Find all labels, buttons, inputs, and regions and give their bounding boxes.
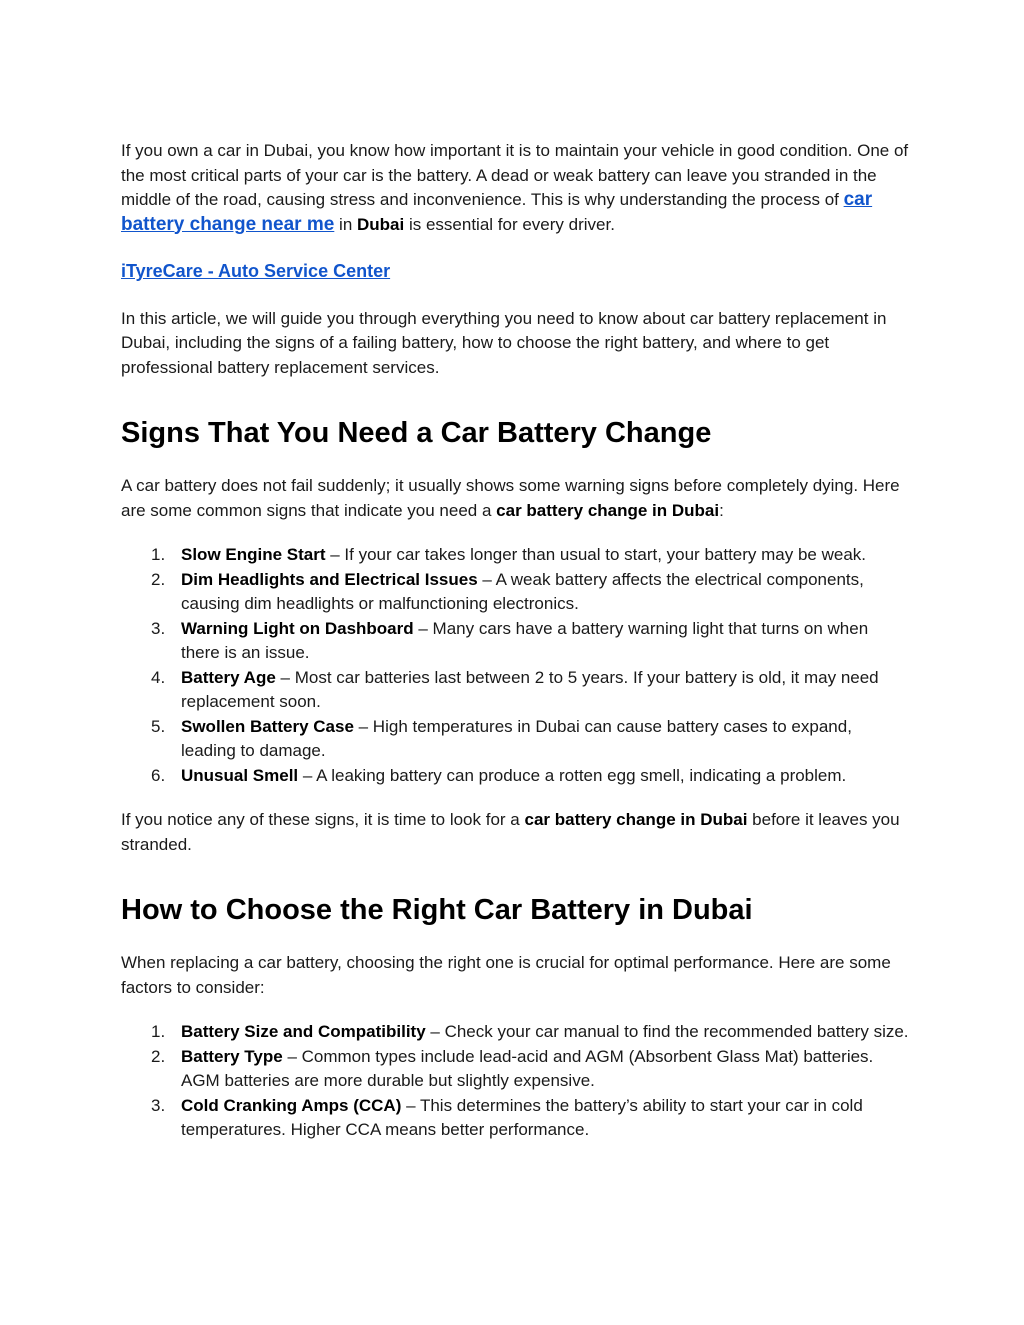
signs-intro-paragraph [121, 474, 911, 523]
signs-outro-text: If you notice any of these signs, it is time to look for a [121, 810, 525, 829]
list-number: 5. [151, 716, 166, 736]
choose-intro-paragraph: When replacing a car battery, choosing the right one is crucial for optimal performance. Here are some factors to consider: [121, 953, 891, 997]
list-number: 1. [151, 1022, 166, 1041]
list-number: 4. [151, 667, 166, 687]
heading-signs: Signs That You Need a Car Battery Change [121, 417, 712, 449]
list-item-text: – Many cars have a battery warning light that turns on when there is an issue. [181, 618, 869, 662]
signs-intro-bold: car battery change in Dubai [496, 500, 720, 520]
list-item [121, 568, 911, 617]
list-item-title: Battery Type [181, 1046, 283, 1066]
list-item-title: Unusual Smell [181, 765, 299, 785]
list-number: 2. [151, 569, 166, 589]
signs-intro-colon: : [719, 500, 724, 520]
brand-link-paragraph [121, 259, 911, 285]
list-item-title: Dim Headlights and Electrical Issues [181, 569, 478, 589]
intro-paragraph [121, 139, 911, 237]
list-item-text: – A leaking battery can produce a rotten egg smell, indicating a problem. [298, 765, 847, 785]
intro-bold-dubai: Dubai [357, 214, 405, 234]
choose-list [121, 1020, 911, 1143]
list-item-text: – Common types include lead-acid and AGM (Absorbent Glass Mat) batteries. AGM batteries are more durable but slightly expensive. [181, 1046, 874, 1090]
intro-text-b: in [334, 214, 357, 234]
list-item-text: – A weak battery affects the electrical components, causing dim headlights or malfunctioning electronics. [181, 569, 864, 613]
list-item-text: – This determines the battery’s ability to start your car in cold temperatures. Higher CCA means better performance. [181, 1095, 863, 1139]
list-item-title: Slow Engine Start [181, 545, 326, 564]
list-item-title: Cold Cranking Amps (CCA) [181, 1095, 402, 1115]
list-item-title: Swollen Battery Case [181, 716, 354, 736]
list-item [121, 617, 911, 666]
list-item [121, 1094, 911, 1143]
signs-outro-text-b: before it leaves you stranded. [121, 810, 900, 854]
car-battery-change-link[interactable]: car battery change near me [121, 189, 873, 235]
list-number: 3. [151, 1095, 166, 1115]
intro-text-a: If you own a car in Dubai, you know how important it is to maintain your vehicle in good condition. One of the most critical parts of your car is the battery. A dead or weak battery can leave you stranded in the middle of the road, causing stress and inconvenience. This is why understanding the process of [121, 141, 909, 209]
list-item [121, 764, 911, 789]
list-number: 1. [151, 545, 166, 564]
list-item [121, 543, 911, 568]
article-intro-paragraph: In this article, we will guide you through everything you need to know about car battery replacement in Dubai, including the signs of a failing battery, how to choose the right battery, and where to get professional battery replacement services. [121, 308, 887, 377]
list-item [121, 715, 911, 764]
list-item [121, 1045, 911, 1094]
list-item-text: – If your car takes longer than usual to start, your battery may be weak. [325, 545, 867, 564]
intro-text-c: is essential for every driver. [404, 214, 615, 234]
list-number: 6. [151, 765, 166, 785]
list-item [121, 666, 911, 715]
list-item [121, 1020, 911, 1045]
signs-list [121, 543, 911, 788]
signs-intro-text: A car battery does not fail suddenly; it usually shows some warning signs before completely dying. Here are some common signs that indicate you need a [121, 476, 900, 520]
list-item-title: Warning Light on Dashboard [181, 618, 414, 638]
list-item-title: Battery Age [181, 667, 276, 687]
list-item-title: Battery Size and Compatibility [181, 1022, 426, 1041]
list-item-text: – Check your car manual to find the recommended battery size. [425, 1022, 909, 1041]
list-number: 2. [151, 1046, 166, 1066]
signs-outro-paragraph [121, 808, 911, 857]
heading-choose: How to Choose the Right Car Battery in Dubai [121, 894, 753, 926]
list-number: 3. [151, 618, 166, 638]
list-item-text: – Most car batteries last between 2 to 5 years. If your battery is old, it may need replacement soon. [181, 667, 879, 711]
ityrecare-link[interactable]: iTyreCare - Auto Service Center [121, 261, 391, 281]
signs-outro-bold: car battery change in Dubai [524, 810, 748, 829]
document-page [121, 139, 911, 1143]
list-item-text: – High temperatures in Dubai can cause battery cases to expand, leading to damage. [181, 716, 852, 760]
